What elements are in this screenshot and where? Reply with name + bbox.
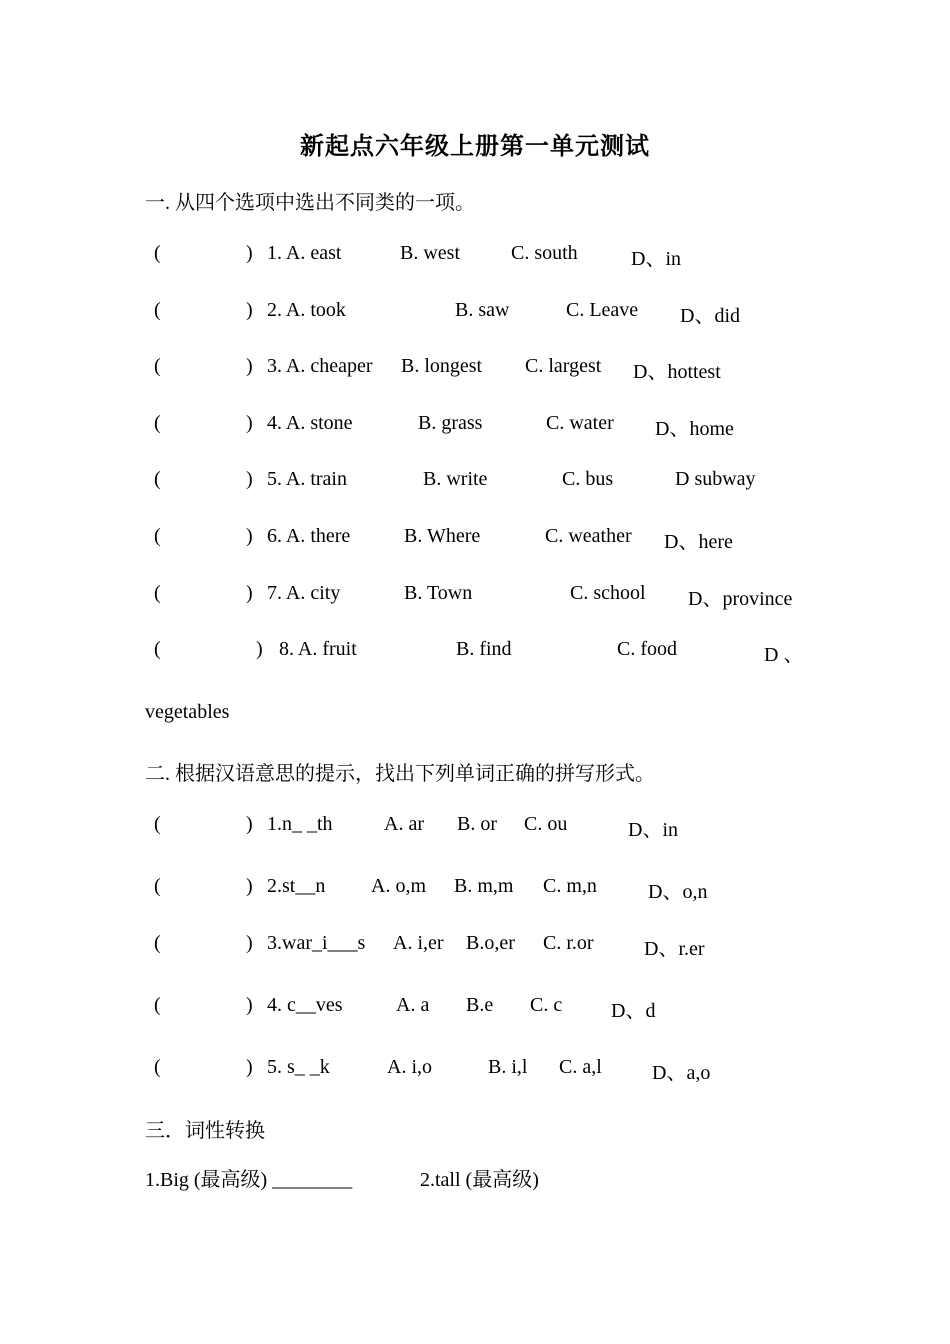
answer-paren-open: ( [154, 994, 161, 1016]
option-c: C. r.or [543, 932, 594, 954]
option-b: B. m,m [454, 875, 514, 897]
option-b: B. i,l [488, 1056, 528, 1078]
section1-item-5 [0, 468, 950, 496]
option-c: C. south [511, 242, 578, 264]
answer-paren-close: ) [246, 875, 253, 897]
option-a: 8. A. fruit [279, 638, 357, 660]
option-c: C. water [546, 412, 614, 434]
answer-paren-open: ( [154, 875, 161, 897]
section1-item-4 [0, 412, 950, 440]
section3-question-2: 2.tall (最高级) [420, 1169, 539, 1191]
option-c: C. food [617, 638, 677, 660]
answer-paren-open: ( [154, 412, 161, 434]
word-prompt: 2.st__n [267, 875, 326, 897]
option-a: A. ar [384, 813, 424, 835]
section1-item-6 [0, 525, 950, 553]
option-d: D subway [675, 468, 756, 490]
answer-paren-open: ( [154, 582, 161, 604]
option-a: A. o,m [371, 875, 426, 897]
option-a: 1. A. east [267, 242, 342, 264]
answer-paren-open: ( [154, 813, 161, 835]
answer-paren-open: ( [154, 468, 161, 490]
section1-item-3 [0, 355, 950, 383]
section2-item-4 [0, 994, 950, 1022]
word-prompt: 3.war_i___s [267, 932, 366, 954]
answer-paren-open: ( [154, 1056, 161, 1078]
word-prompt: 4. c__ves [267, 994, 343, 1016]
option-d: D、did [680, 305, 740, 327]
option-a: 4. A. stone [267, 412, 353, 434]
answer-paren-close: ) [246, 1056, 253, 1078]
option-b: B. Where [404, 525, 481, 547]
answer-paren-close: ) [246, 242, 253, 264]
answer-paren-close: ) [246, 412, 253, 434]
option-d: D、in [628, 819, 678, 841]
answer-paren-close: ) [246, 932, 253, 954]
option-a: 7. A. city [267, 582, 341, 604]
answer-paren-open: ( [154, 525, 161, 547]
section3-question-1: 1.Big (最高级) ________ [145, 1169, 353, 1191]
option-b: B.o,er [466, 932, 515, 954]
section1-item-8 [0, 638, 950, 666]
section3-heading: 三．词性转换 [145, 1120, 265, 1142]
option-c: C. a,l [559, 1056, 602, 1078]
option-d: D 、 [764, 644, 804, 666]
option-c: C. bus [562, 468, 614, 490]
option-d: D、in [631, 248, 681, 270]
option-c: C. c [530, 994, 563, 1016]
option-a: A. i,er [393, 932, 444, 954]
option-a: 6. A. there [267, 525, 351, 547]
option-d: D、d [611, 1000, 656, 1022]
answer-paren-open: ( [154, 932, 161, 954]
section2-item-1 [0, 813, 950, 841]
page-title: 新起点六年级上册第一单元测试 [300, 134, 650, 160]
section1-item-2 [0, 299, 950, 327]
section1-heading: 一. 从四个选项中选出不同类的一项。 [145, 192, 475, 214]
option-b: B. Town [404, 582, 473, 604]
option-d: D、here [664, 531, 733, 553]
option-b: B. or [457, 813, 497, 835]
section2-item-2 [0, 875, 950, 903]
option-c: C. ou [524, 813, 568, 835]
option-b: B. longest [401, 355, 483, 377]
option-a: A. a [396, 994, 430, 1016]
option-a: 5. A. train [267, 468, 347, 490]
option-b: B. grass [418, 412, 483, 434]
option-b: B. find [456, 638, 512, 660]
section2-heading: 二. 根据汉语意思的提示，找出下列单词正确的拼写形式。 [145, 763, 655, 785]
word-prompt: 1.n_ _th [267, 813, 333, 835]
option-c: C. weather [545, 525, 632, 547]
section2-item-5 [0, 1056, 950, 1084]
answer-paren-close: ) [246, 355, 253, 377]
option-d: D、a,o [652, 1062, 711, 1084]
option-b: B. saw [455, 299, 510, 321]
option-d-continued: vegetables [145, 701, 230, 723]
option-d: D、hottest [633, 361, 721, 383]
option-b: B. west [400, 242, 460, 264]
answer-paren-close: ) [246, 582, 253, 604]
answer-paren-open: ( [154, 638, 161, 660]
answer-paren-open: ( [154, 299, 161, 321]
answer-paren-close: ) [246, 994, 253, 1016]
option-a: A. i,o [387, 1056, 432, 1078]
option-a: 3. A. cheaper [267, 355, 373, 377]
answer-paren-close: ) [246, 813, 253, 835]
option-d: D、home [655, 418, 734, 440]
option-b: B. write [423, 468, 488, 490]
answer-paren-open: ( [154, 355, 161, 377]
option-d: D、o,n [648, 881, 708, 903]
option-c: C. school [570, 582, 646, 604]
answer-paren-close: ) [246, 525, 253, 547]
option-c: C. m,n [543, 875, 597, 897]
option-c: C. largest [525, 355, 602, 377]
answer-paren-close: ) [246, 468, 253, 490]
option-d: D、province [688, 588, 793, 610]
word-prompt: 5. s_ _k [267, 1056, 330, 1078]
answer-paren-close: ) [246, 299, 253, 321]
answer-paren-close: ) [256, 638, 263, 660]
option-c: C. Leave [566, 299, 639, 321]
section2-item-3 [0, 932, 950, 960]
option-a: 2. A. took [267, 299, 346, 321]
answer-paren-open: ( [154, 242, 161, 264]
option-d: D、r.er [644, 938, 705, 960]
section1-item-1 [0, 242, 950, 270]
section1-item-7 [0, 582, 950, 610]
option-b: B.e [466, 994, 494, 1016]
